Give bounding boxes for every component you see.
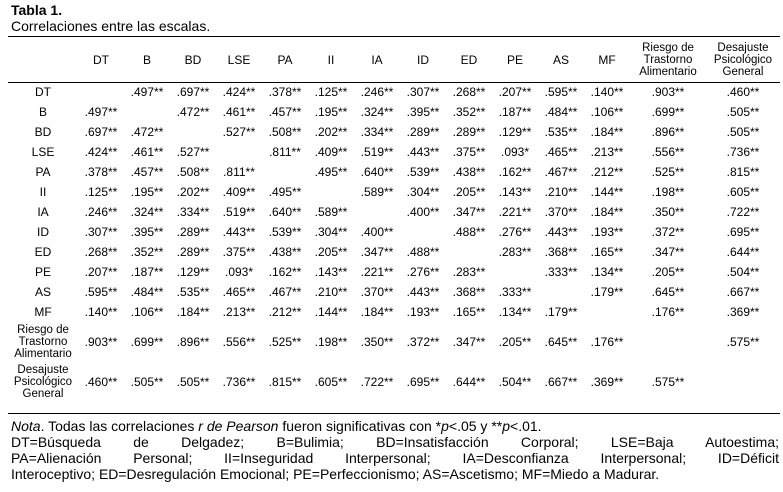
table-row	[8, 122, 780, 142]
table-cell: .378**	[268, 85, 302, 99]
table-cell: .184**	[590, 125, 624, 139]
table-cell: .212**	[268, 305, 302, 319]
table-cell: .409**	[222, 185, 256, 199]
table-cell	[262, 162, 308, 182]
table-cell: .497**	[130, 85, 164, 99]
table-cell: .556**	[651, 145, 685, 159]
table-cell: .184**	[176, 305, 210, 319]
table-row	[8, 322, 780, 362]
table-cell: .193**	[590, 225, 624, 239]
row-label: Riesgo de Trastorno Alimentario	[14, 324, 72, 360]
table-row	[8, 282, 780, 302]
table-cell: .697**	[84, 125, 118, 139]
table-title: Tabla 1.	[11, 2, 63, 18]
row-label: LSE	[31, 145, 55, 159]
table-cell: .722**	[360, 375, 394, 389]
table-cell: .179**	[590, 285, 624, 299]
note-line-2: DT=Búsqueda de Delgadez; B=Bulimia; BD=Insatisfacción Corporal; LSE=Baja Autoestima;	[11, 434, 779, 450]
table-row	[8, 242, 780, 262]
table-cell: .140**	[84, 305, 118, 319]
table-cell	[492, 262, 538, 282]
table-row	[8, 82, 780, 102]
table-cell: .246**	[84, 205, 118, 219]
table-row	[8, 162, 780, 182]
table-cell: .595**	[544, 85, 578, 99]
table-row	[8, 302, 780, 322]
table-cell: .276**	[406, 265, 440, 279]
table-body	[8, 82, 780, 402]
table-cell: .187**	[498, 105, 532, 119]
table-cell: .811**	[269, 145, 301, 159]
table-cell: .372**	[406, 335, 440, 349]
table-cell: .736**	[222, 375, 256, 389]
table-cell: .268**	[84, 245, 118, 259]
table-cell: .527**	[222, 125, 256, 139]
table-cell: .438**	[268, 245, 302, 259]
table-cell: .472**	[130, 125, 164, 139]
table-cell: .307**	[84, 225, 118, 239]
note-line-3: PA=Alienación Personal; II=Inseguridad Interpersonal; IA=Desconfianza Interpersonal; ID=Déficit	[11, 450, 779, 466]
table-cell: .289**	[406, 125, 440, 139]
corner-cell	[8, 37, 78, 82]
table-cell: .539**	[406, 165, 440, 179]
table-cell: .347**	[360, 245, 394, 259]
table-cell: .484**	[544, 105, 578, 119]
table-cell: .525**	[268, 335, 302, 349]
table-cell: .527**	[176, 145, 210, 159]
table-cell: .283**	[498, 245, 532, 259]
table-cell	[584, 302, 630, 322]
table-cell: .736**	[726, 145, 760, 159]
table-cell: .184**	[360, 305, 394, 319]
table-cell: .896**	[651, 125, 685, 139]
table-cell: .539**	[268, 225, 302, 239]
table-cell: .184**	[590, 205, 624, 219]
table-cell: .535**	[176, 285, 210, 299]
table-cell: .467**	[544, 165, 578, 179]
table-cell: .347**	[452, 335, 486, 349]
table-cell: .205**	[452, 185, 486, 199]
table-row	[8, 222, 780, 242]
table-row	[8, 362, 780, 402]
table-cell	[400, 222, 446, 242]
table-cell: .465**	[544, 145, 578, 159]
table-cell: .202**	[314, 125, 348, 139]
table-cell: .695**	[726, 225, 760, 239]
table-cell: .198**	[651, 185, 685, 199]
table-cell: .093*	[224, 265, 254, 279]
table-row	[8, 202, 780, 222]
correlation-table	[8, 37, 780, 402]
table-cell: .504**	[498, 375, 532, 389]
table-cell: .519**	[360, 145, 394, 159]
table-cell: .289**	[176, 245, 210, 259]
table-cell: .368**	[544, 245, 578, 259]
table-cell: .645**	[651, 285, 685, 299]
table-cell: .187**	[130, 265, 164, 279]
table-cell	[78, 82, 124, 102]
table-cell: .213**	[222, 305, 256, 319]
table-cell: .221**	[360, 265, 394, 279]
table-cell: .589**	[360, 185, 394, 199]
table-cell: .268**	[452, 85, 486, 99]
table-cell: .409**	[314, 145, 348, 159]
table-cell: .497**	[84, 105, 118, 119]
table-cell: .372**	[651, 225, 685, 239]
table-cell: .210**	[544, 185, 578, 199]
table-cell: .207**	[84, 265, 118, 279]
column-header: ED	[460, 52, 478, 67]
row-label: PE	[34, 265, 51, 279]
table-cell: .575**	[726, 335, 760, 349]
table-cell: .202**	[176, 185, 210, 199]
column-header: LSE	[227, 52, 251, 67]
table-cell	[354, 202, 400, 222]
table-cell: .467**	[268, 285, 302, 299]
table-cell: .304**	[406, 185, 440, 199]
row-label: B	[38, 105, 47, 119]
table-cell: .207**	[498, 85, 532, 99]
table-cell: .589**	[314, 205, 348, 219]
table-cell: .289**	[452, 125, 486, 139]
table-cell: .815**	[268, 375, 302, 389]
table-cell: .465**	[222, 285, 256, 299]
note-text-1: . Todas las correlaciones	[40, 418, 199, 434]
table-cell: .125**	[84, 185, 118, 199]
table-cell: .106**	[590, 105, 624, 119]
note-italic-3: p	[502, 418, 511, 434]
table-cell: .334**	[360, 125, 394, 139]
table-cell: .375**	[222, 245, 256, 259]
table-cell: .495**	[314, 165, 348, 179]
table-cell: .195**	[314, 105, 348, 119]
table-cell: .443**	[544, 225, 578, 239]
note-italic-2: p	[441, 418, 449, 434]
table-cell: .347**	[452, 205, 486, 219]
table-cell: .815**	[726, 165, 760, 179]
table-cell: .179**	[544, 305, 578, 319]
table-cell: .400**	[406, 205, 440, 219]
table-cell: .193**	[406, 305, 440, 319]
table-cell: .519**	[222, 205, 256, 219]
table-cell: .722**	[726, 205, 760, 219]
table-cell: .134**	[498, 305, 532, 319]
bottom-rule	[8, 413, 780, 414]
table-cell: .640**	[360, 165, 394, 179]
note-italic-1: r de Pearson	[198, 418, 279, 434]
table-cell: .640**	[268, 205, 302, 219]
table-cell: .165**	[452, 305, 486, 319]
table-cell: .504**	[726, 265, 760, 279]
table-cell: .195**	[130, 185, 164, 199]
table-cell: .289**	[176, 225, 210, 239]
row-label: AS	[34, 285, 51, 299]
table-cell: .283**	[452, 265, 486, 279]
table-cell: .140**	[590, 85, 624, 99]
table-cell	[124, 102, 170, 122]
table-cell: .556**	[222, 335, 256, 349]
note-text-4: <.01.	[510, 418, 542, 434]
table-cell: .488**	[406, 245, 440, 259]
row-label: DT	[35, 85, 51, 99]
table-cell: .093*	[500, 145, 530, 159]
table-cell: .644**	[452, 375, 486, 389]
row-label: MF	[34, 305, 52, 319]
table-cell: .645**	[544, 335, 578, 349]
table-cell: .575**	[651, 375, 685, 389]
table-cell: .605**	[314, 375, 348, 389]
table-cell: .129**	[176, 265, 210, 279]
table-cell: .461**	[222, 105, 256, 119]
table-cell: .144**	[314, 305, 348, 319]
table-cell: .352**	[130, 245, 164, 259]
table-cell: .129**	[498, 125, 532, 139]
table-cell: .443**	[406, 285, 440, 299]
column-header: Desajuste Psicológico General	[713, 41, 773, 78]
column-header: BD	[184, 52, 202, 67]
table-cell: .369**	[590, 375, 624, 389]
table-cell	[170, 122, 216, 142]
row-label: PA	[35, 165, 51, 179]
table-cell: .667**	[544, 375, 578, 389]
table-cell: .595**	[84, 285, 118, 299]
table-cell: .400**	[360, 225, 394, 239]
table-cell: .304**	[314, 225, 348, 239]
table-cell: .811**	[223, 165, 255, 179]
column-header: ID	[417, 52, 429, 67]
table-cell: .508**	[268, 125, 302, 139]
note-text-2: fueron significativas con *	[278, 418, 442, 434]
table-cell: .144**	[590, 185, 624, 199]
table-cell: .205**	[314, 245, 348, 259]
table-cell: .535**	[544, 125, 578, 139]
table-cell: .350**	[651, 205, 685, 219]
table-cell: .378**	[84, 165, 118, 179]
table-row	[8, 102, 780, 122]
table-cell: .525**	[651, 165, 685, 179]
table-cell: .205**	[651, 265, 685, 279]
note-text-3: <.05 y **	[448, 418, 503, 434]
table-cell: .896**	[176, 335, 210, 349]
table-cell: .457**	[268, 105, 302, 119]
table-cell	[446, 242, 492, 262]
row-label: BD	[34, 125, 52, 139]
table-cell: .106**	[130, 305, 164, 319]
table-cell: .395**	[406, 105, 440, 119]
table-note	[11, 418, 779, 482]
table-row	[8, 262, 780, 282]
table-cell: .352**	[452, 105, 486, 119]
header-row	[8, 37, 780, 82]
table-cell: .472**	[176, 105, 210, 119]
note-line-4: Interoceptivo; ED=Desregulación Emocional; PE=Perfeccionismo; AS=Ascetismo; MF=Miedo a Madurar.	[11, 466, 660, 482]
table-cell: .438**	[452, 165, 486, 179]
column-header: MF	[598, 52, 616, 67]
table-cell: .605**	[726, 185, 760, 199]
table-cell: .307**	[406, 85, 440, 99]
table-cell: .246**	[360, 85, 394, 99]
table-row	[8, 182, 780, 202]
row-label: II	[39, 185, 47, 199]
table-cell: .443**	[222, 225, 256, 239]
table-cell: .695**	[406, 375, 440, 389]
table-cell: .461**	[130, 145, 164, 159]
table-cell: .347**	[651, 245, 685, 259]
column-header: PA	[277, 52, 293, 67]
table-cell: .505**	[726, 125, 760, 139]
column-header: II	[327, 52, 335, 67]
table-cell: .324**	[360, 105, 394, 119]
table-cell: .375**	[452, 145, 486, 159]
table-cell: .424**	[84, 145, 118, 159]
table-cell: .198**	[314, 335, 348, 349]
table-cell: .484**	[130, 285, 164, 299]
table-row	[8, 142, 780, 162]
row-label: ED	[34, 245, 52, 259]
table-cell: .370**	[360, 285, 394, 299]
table-cell: .213**	[590, 145, 624, 159]
table-cell: .334**	[176, 205, 210, 219]
table-cell: .460**	[84, 375, 118, 389]
table-cell: .457**	[130, 165, 164, 179]
column-header: Riesgo de Trastorno Alimentario	[639, 41, 697, 78]
row-label: ID	[37, 225, 49, 239]
table-cell: .667**	[726, 285, 760, 299]
table-cell: .697**	[176, 85, 210, 99]
table-cell	[706, 362, 780, 402]
table-cell: .165**	[590, 245, 624, 259]
table-cell: .143**	[498, 185, 532, 199]
table-cell	[630, 322, 706, 362]
table-subtitle: Correlaciones entre las escalas.	[11, 18, 211, 34]
column-header: AS	[552, 52, 569, 67]
column-header: PE	[506, 52, 523, 67]
table-cell: .488**	[452, 225, 486, 239]
table-cell: .205**	[498, 335, 532, 349]
row-label: Desajuste Psicológico General	[13, 364, 73, 400]
table-cell: .395**	[130, 225, 164, 239]
table-cell: .644**	[726, 245, 760, 259]
note-line-1	[11, 418, 779, 434]
table-cell: .495**	[268, 185, 302, 199]
column-header: DT	[93, 52, 109, 67]
table-cell: .505**	[176, 375, 210, 389]
table-cell: .176**	[590, 335, 624, 349]
table-cell: .370**	[544, 205, 578, 219]
table-cell: .333**	[498, 285, 532, 299]
table-cell: .333**	[544, 265, 578, 279]
table-cell: .212**	[590, 165, 624, 179]
note-prefix: Nota	[11, 418, 41, 434]
column-header: IA	[371, 52, 383, 67]
table-cell: .368**	[452, 285, 486, 299]
table-cell: .324**	[130, 205, 164, 219]
table-cell: .350**	[360, 335, 394, 349]
table-cell: .505**	[130, 375, 164, 389]
table-cell: .443**	[406, 145, 440, 159]
table-cell: .903**	[84, 335, 118, 349]
row-label: IA	[37, 205, 49, 219]
table-cell: .176**	[651, 305, 685, 319]
table-cell: .143**	[314, 265, 348, 279]
table-cell: .460**	[726, 85, 760, 99]
table-cell: .699**	[651, 105, 685, 119]
table-cell: .221**	[498, 205, 532, 219]
table-cell: .276**	[498, 225, 532, 239]
table-cell: .699**	[130, 335, 164, 349]
table-cell	[308, 182, 354, 202]
table-cell	[216, 142, 262, 162]
table-cell	[538, 282, 584, 302]
table-cell: .508**	[176, 165, 210, 179]
table-cell: .162**	[498, 165, 532, 179]
column-header: B	[142, 52, 151, 67]
table-cell: .369**	[726, 305, 760, 319]
table-cell: .134**	[590, 265, 624, 279]
table-cell: .125**	[314, 85, 348, 99]
table-cell: .505**	[726, 105, 760, 119]
table-cell: .210**	[314, 285, 348, 299]
table-cell: .162**	[268, 265, 302, 279]
table-cell: .424**	[222, 85, 256, 99]
table-cell: .903**	[651, 85, 685, 99]
